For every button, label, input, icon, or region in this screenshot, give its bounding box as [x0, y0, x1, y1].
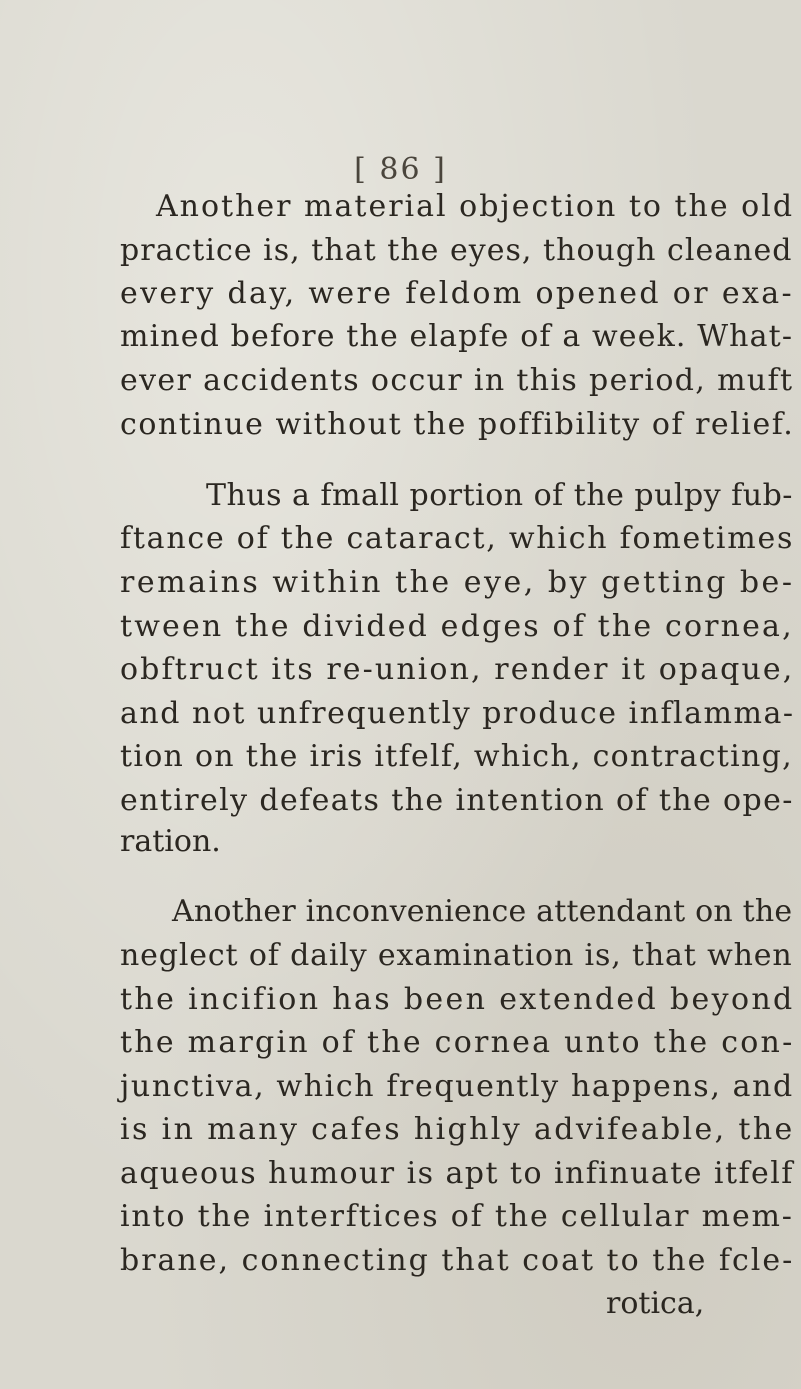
text-line: brane, connecting that coat to the fcle-	[120, 1243, 795, 1278]
text-line: the incifion has been extended beyond	[120, 982, 795, 1017]
text-line: continue without the poffibility of relief.	[120, 407, 795, 442]
text-line: into the interftices of the cellular mem-	[120, 1199, 794, 1234]
text-line: ration.	[120, 824, 221, 859]
page-number: [ 86 ]	[354, 152, 447, 187]
text-line: mined before the elapfe of a week. What-	[120, 319, 794, 354]
text-line: every day, were feldom opened or exa-	[120, 276, 794, 311]
text-line: obftruct its re-union, render it opaque,	[120, 652, 795, 687]
text-line: and not unfrequently produce inflamma-	[120, 696, 795, 731]
text-line: ftance of the cataract, which fometimes	[120, 521, 795, 556]
text-line: Thus a fmall portion of the pulpy fub-	[206, 478, 793, 513]
text-line: Another inconvenience attendant on the	[172, 894, 793, 929]
text-line: remains within the eye, by getting be-	[120, 565, 795, 600]
text-line: entirely defeats the intention of the ope-	[120, 783, 794, 818]
catchword: rotica,	[606, 1286, 705, 1321]
text-line: is in many cafes highly advifeable, the	[120, 1112, 795, 1147]
text-line: aqueous humour is apt to infinuate itfelf	[120, 1156, 794, 1191]
text-line: Another material objection to the old	[156, 189, 795, 224]
text-line: neglect of daily examination is, that when	[120, 938, 793, 973]
text-line: tween the divided edges of the cornea,	[120, 609, 794, 644]
text-line: junctiva, which frequently happens, and	[120, 1069, 794, 1104]
text-line: the margin of the cornea unto the con-	[120, 1025, 795, 1060]
text-line: tion on the iris itfelf, which, contracting,	[120, 739, 793, 774]
text-line: ever accidents occur in this period, muft	[120, 363, 794, 398]
text-line: practice is, that the eyes, though cleaned	[120, 233, 793, 268]
